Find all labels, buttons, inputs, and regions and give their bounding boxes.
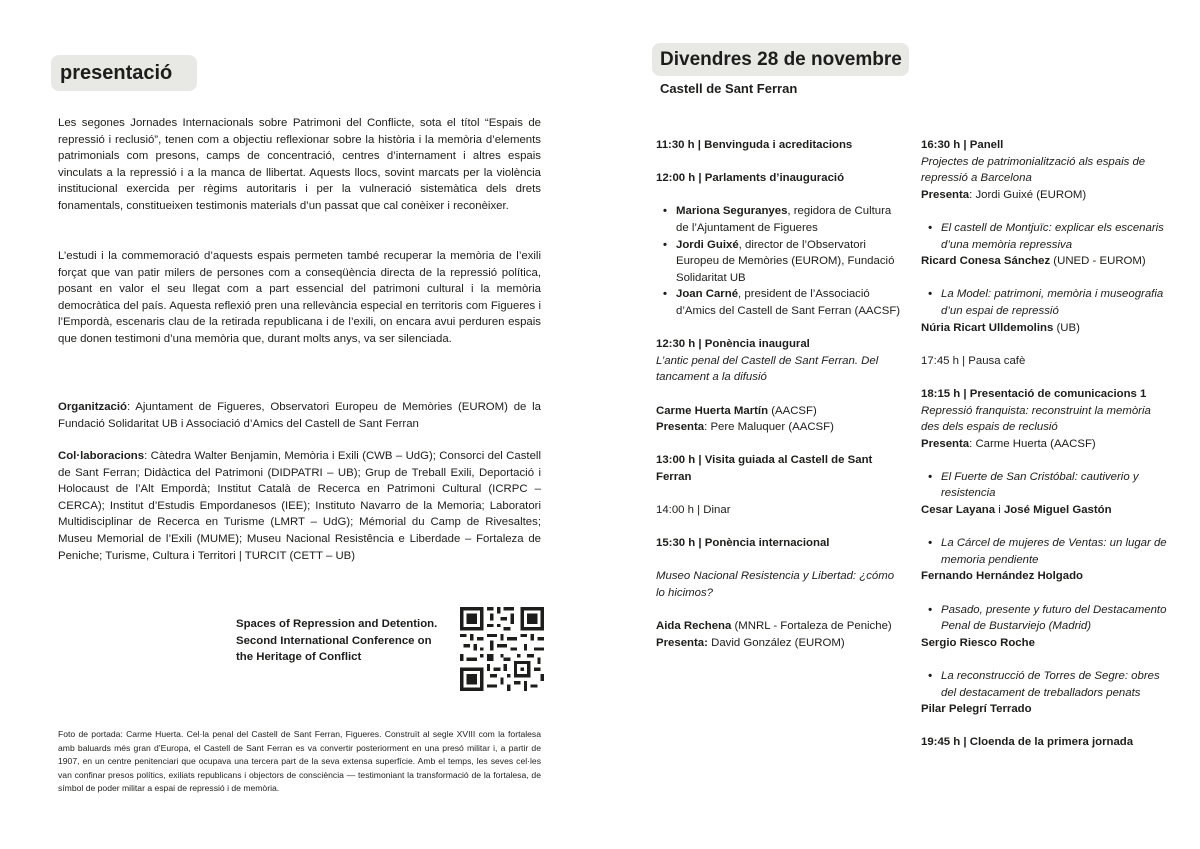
talk-speaker-line <box>921 320 1171 337</box>
session-1815-title: Repressió franquista: reconstruint la memòria des dels espais de reclusió <box>921 404 1151 434</box>
presenter-label: Presenta <box>921 188 970 201</box>
intro-paragraph-1: Les segones Jornades Internacionals sobre Patrimoni del Conflicte, sota el títol “Espais de repressió i reclusió”, tenen com a objectiu reflexionar sobre la història i la memòria d’elements patrimonials com presons, camps de concentració, centres d’internament i altres espais vinculats a la repressió i a la manca de llibertat. Aquests llocs, sovint marcats per la violència institucional exercida per règims autoritaris i per la vulneració sistemàtica dels drets fonamentals, constitueixen testimonis materials d’un passat que cal conèixer i reconèixer. <box>58 117 541 212</box>
session-1130: 11:30 h | Benvinguda i acreditacions <box>656 139 853 151</box>
participant-name: Mariona Seguranyes <box>676 205 788 218</box>
speaker-name: Carme Huerta Martín <box>656 404 769 417</box>
session-1200: 12:00 h | Parlaments d’inauguració <box>656 172 845 185</box>
organization-label: Organització <box>58 401 127 413</box>
collaborations-label: Col·laboracions <box>58 450 145 462</box>
session-1630: 16:30 h | Panell <box>921 139 1004 151</box>
presenter-label: Presenta: <box>656 636 708 649</box>
presenter-label: Presenta <box>656 421 705 434</box>
talk-speaker-line <box>921 253 1171 270</box>
speaker-name: José Miguel Gastón <box>1003 504 1112 517</box>
speaker-conjunction: i <box>995 504 1004 517</box>
participant-role: , director de l’Observatori Europeu de Memòries (EUROM), Fundació Solidaritat UB <box>676 238 895 284</box>
qr-code-icon[interactable] <box>460 607 544 691</box>
communication-title: • La Cárcel de mujeres de Ventas: un lugar de memoria pendiente <box>921 535 1171 568</box>
session-1530: 15:30 h | Ponència internacional <box>656 537 830 550</box>
list-item <box>656 237 901 287</box>
program-day-heading: Divendres 28 de novembre <box>652 43 909 76</box>
session-1230-title: L’antic penal del Castell de Sant Ferran. Del tancament a la difusió <box>656 354 879 384</box>
communication-speaker-line <box>921 502 1171 519</box>
presenter-name: : Carme Huerta (AACSF) <box>969 437 1096 450</box>
speaker-name: Cesar Layana <box>921 504 996 517</box>
communication-title: • Pasado, presente y futuro del Destacamento Penal de Bustarviejo (Madrid) <box>921 602 1171 635</box>
session-1630-title: Projectes de patrimonialització als espais de repressió a Barcelona <box>921 155 1146 185</box>
program-column-left <box>656 137 901 651</box>
session-1745: 17:45 h | Pausa cafè <box>921 354 1026 367</box>
session-1815: 18:15 h | Presentació de comunicacions 1 <box>921 387 1147 400</box>
conference-title-english: Spaces of Repression and Detention. Second International Conference on the Heritage of Conflict <box>236 618 438 664</box>
session-1945: 19:45 h | Cloenda de la primera jornada <box>921 736 1134 749</box>
speaker-name: Pilar Pelegrí Terrado <box>921 703 1032 716</box>
communication-title: • La reconstrucció de Torres de Segre: obres del destacament de treballadors penats <box>921 668 1171 701</box>
speaker-affiliation: (UB) <box>1053 321 1080 334</box>
session-1530-presenter-line <box>656 635 901 652</box>
session-1530-title: Museo Nacional Resistencia y Libertad: ¿cómo lo hicimos? <box>656 570 895 600</box>
presenter-name: David González (EUROM) <box>707 636 845 649</box>
session-1815-presenter-line <box>921 436 1171 453</box>
cover-photo-caption: Foto de portada: Carme Huerta. Cel·la penal del Castell de Sant Ferran, Figueres. Construït al segle XVIII com la fortalesa amb baluards més gran d’Europa, el Castell de Sant Ferran es va convertir posteriorment en una presó militar i, a partir de 1907, en un centre penitenciari que ocupava una tercera part de la seva extensa superfície. Amb el temps, les seves cel·les van confinar presos polítics, exiliats republicans i objectors de consciència — testimoniant la transformació de la fortalesa, de símbol de poder militar a espai de repressió i de memòria. <box>58 729 541 794</box>
speaker-affiliation: (MNRL - Fortaleza de Peniche) <box>731 620 892 633</box>
list-item <box>656 203 901 236</box>
talk-title: • La Model: patrimoni, memòria i museografia d’un espai de repressió <box>921 286 1171 319</box>
speaker-affiliation: (AACSF) <box>768 404 817 417</box>
session-1300: 13:00 h | Visita guiada al Castell de Sant Ferran <box>656 454 873 483</box>
session-1630-presenter-line <box>921 187 1171 204</box>
program-venue: Castell de Sant Ferran <box>660 81 798 96</box>
speaker-name: Aida Rechena <box>656 620 732 633</box>
session-1400: 14:00 h | Dinar <box>656 504 731 517</box>
presenter-name: : Jordi Guixé (EUROM) <box>969 188 1087 201</box>
speaker-name: Sergio Riesco Roche <box>921 636 1035 649</box>
speaker-name: Fernando Hernández Holgado <box>921 570 1084 583</box>
participant-name: Joan Carné <box>676 288 739 301</box>
speaker-affiliation: (UNED - EUROM) <box>1050 255 1146 268</box>
participant-role: , president de l’Associació d’Amics del Castell de Sant Ferran (AACSF) <box>676 288 901 317</box>
participant-role: , regidora de Cultura de l’Ajuntament de Figueres <box>676 205 892 234</box>
speaker-name: Ricard Conesa Sánchez <box>921 255 1051 268</box>
session-1530-speaker-line <box>656 618 901 635</box>
talk-title: • El castell de Montjuïc: explicar els escenaris d’una memòria repressiva <box>921 220 1171 253</box>
session-1230-speaker-line <box>656 403 901 420</box>
presentacio-heading: presentació <box>51 55 197 91</box>
presenter-name: : Pere Maluquer (AACSF) <box>704 421 834 434</box>
organization-text: : Ajuntament de Figueres, Observatori Europeu de Memòries (EUROM) de la Fundació Solidaritat UB i Associació d’Amics del Castell de Sant Ferran <box>58 401 541 430</box>
session-1230: 12:30 h | Ponència inaugural <box>656 338 810 351</box>
collaborations-paragraph <box>58 448 541 564</box>
program-column-right <box>921 137 1171 751</box>
speaker-name: Núria Ricart Ulldemolins <box>921 321 1054 334</box>
presenter-label: Presenta <box>921 437 970 450</box>
session-1230-presenter-line <box>656 419 901 436</box>
participant-name: Jordi Guixé <box>676 238 739 251</box>
intro-paragraph-2: L’estudi i la commemoració d’aquests espais permeten també recuperar la memòria de l’exili forçat que van patir milers de persones com a conseqüència directa de la repressió política, posant en valor el seu llegat com a part essencial del patrimoni cultural i la memòria democràtica del país. Aquesta reflexió pren una rellevància especial en territoris com Figueres i l’Empordà, escenaris clau de la retirada republicana i de l’exili, on encara avui perduren espais que donen testimoni d’una memòria que, durant molts anys, va ser silenciada. <box>58 250 541 345</box>
organization-paragraph <box>58 399 541 432</box>
list-item <box>656 286 901 319</box>
collaborations-text: : Càtedra Walter Benjamin, Memòria i Exili (CWB – UdG); Consorci del Castell de Sant Ferran; Didàctica del Patrimoni (DIDPATRI – UB); Grup de Treball Exili, Deportació i Holocaust de l’Alt Empordà; Institut Català de Recerca en Patrimoni Cultural (ICRPC – CERCA); Institut d’Estudis Empordanesos (IEE); Instituto Navarro de la Memoria; Laboratori Multidisciplinar de Recerca en Turisme (LMRT – UdG); Mémorial du Camp de Rivesaltes; Museu Memorial de l’Exili (MUME); Museu Nacional Resistência e Liberdade – Fortaleza de Peniche; Turisme, Cultura i Territori | TURCIT (CETT – UB) <box>58 450 541 562</box>
communication-title: • El Fuerte de San Cristóbal: cautiverio y resistencia <box>921 469 1171 502</box>
